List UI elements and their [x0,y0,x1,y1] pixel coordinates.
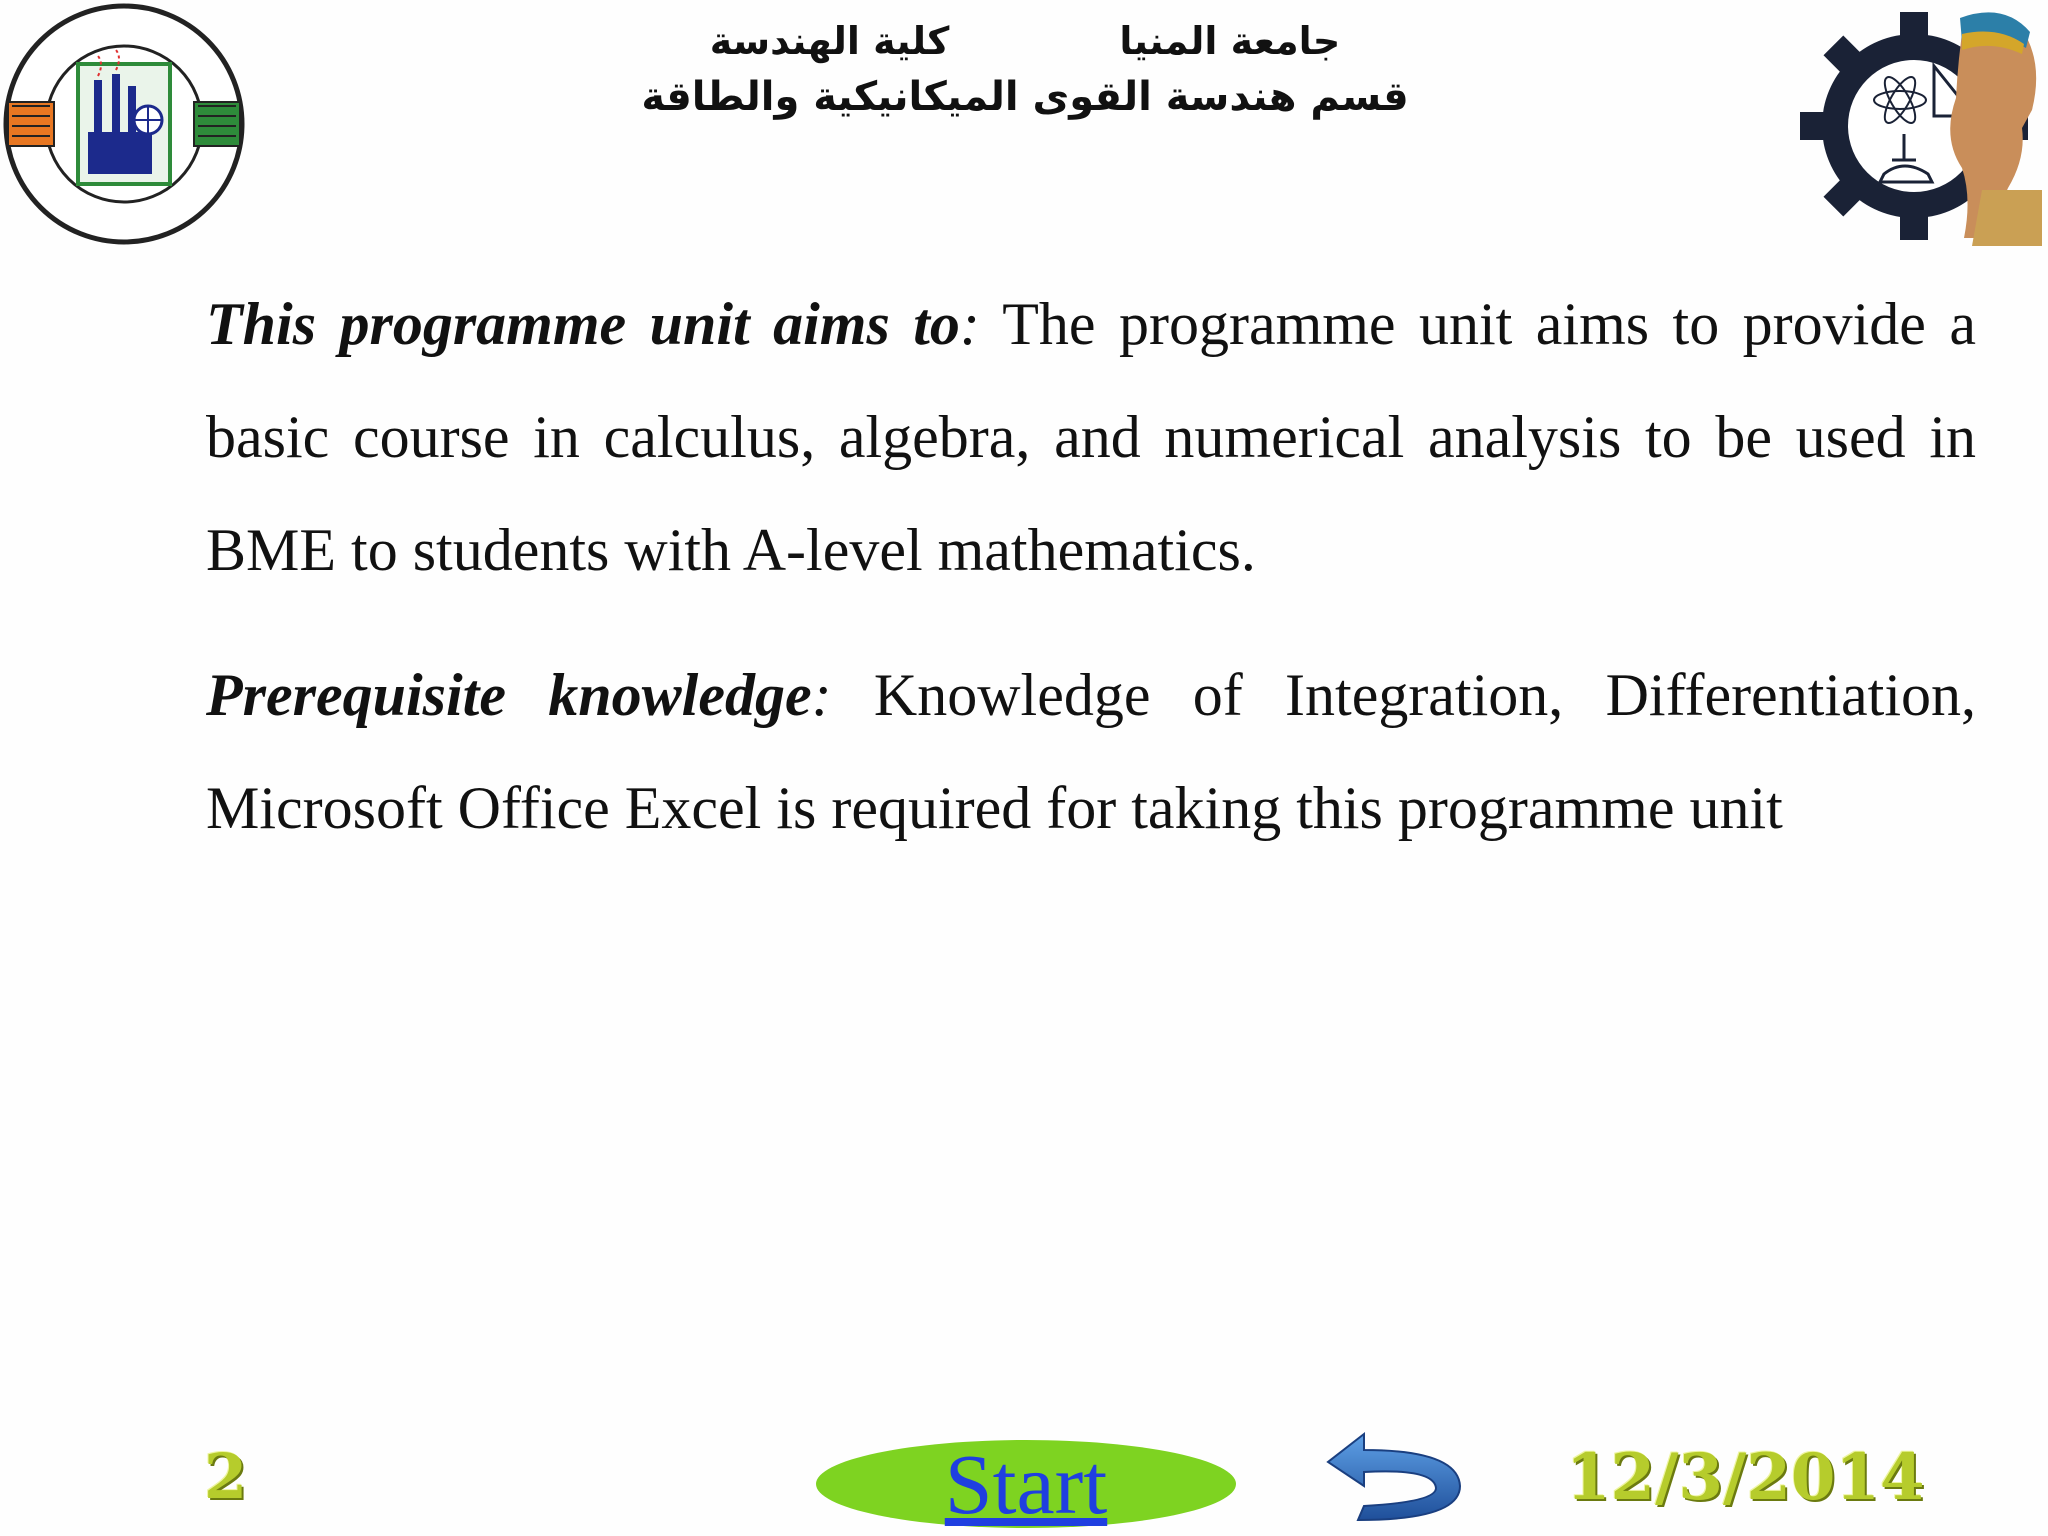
start-link[interactable]: Start [944,1436,1108,1532]
university-name: جامعة المنيا [1119,19,1341,63]
faculty-logo [1796,0,2048,246]
start-button[interactable] [816,1436,1236,1532]
aims-colon: : [959,291,980,357]
prerequisite-text: Knowledge of Integration, Differentiation, Microsoft Office Excel is required for taking this programme unit [206,662,1976,841]
department-name: قسم هندسة القوى الميكانيكية والطاقة [641,74,1409,120]
header-title-block [640,14,1410,126]
curved-back-arrow-icon[interactable] [1324,1428,1464,1524]
slide-content [206,268,1976,865]
slide-date: 12/3/2014 [1566,1440,1925,1515]
slide-number: 2 [204,1440,248,1513]
prerequisite-heading: Prerequisite knowledge [206,662,812,728]
aims-paragraph [206,268,1976,607]
prerequisite-paragraph [206,639,1976,865]
faculty-name: كلية الهندسة [709,19,950,63]
department-logo [2,2,246,246]
aims-heading: This programme unit aims to [206,291,960,357]
aims-text: The programme unit aims to provide a basic course in calculus, algebra, and numerical analysis to be used in BME to students with A-level mathematics. [206,291,1976,583]
prerequisite-colon: : [811,662,832,728]
